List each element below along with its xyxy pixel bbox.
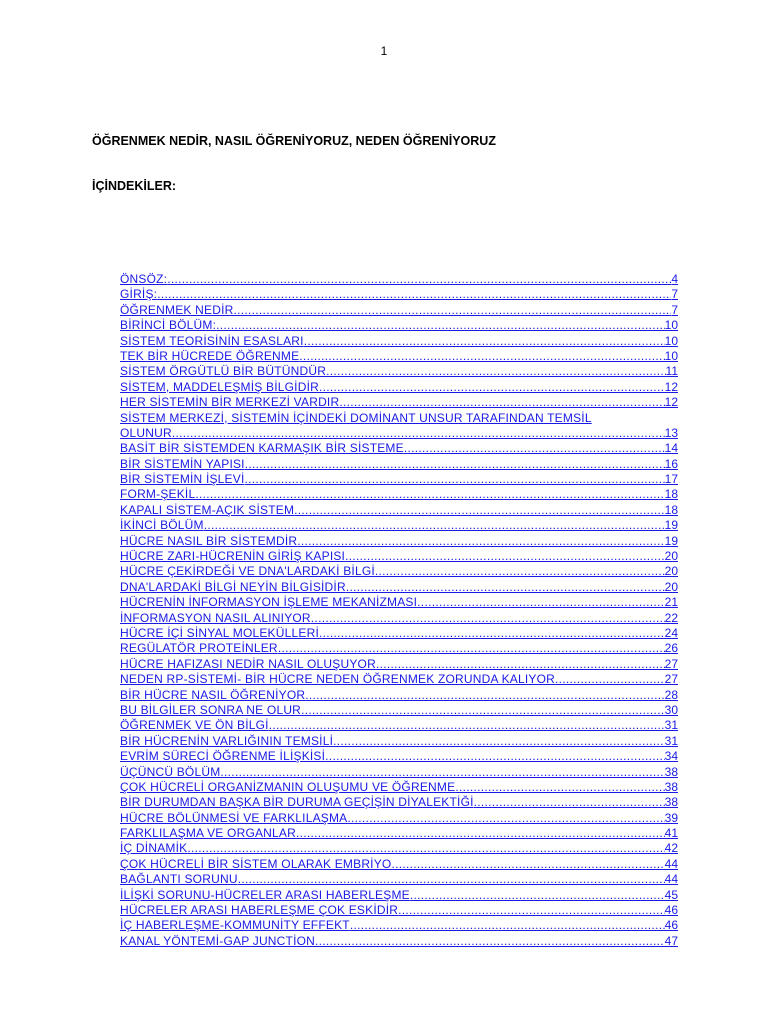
toc-entry-page: 38 (664, 779, 678, 794)
toc-entry-label: İNFORMASYON NASIL ALINIYOR (120, 610, 311, 625)
toc-entry-label: İKİNCİ BÖLÜM (120, 518, 204, 533)
toc-entry[interactable] (120, 688, 678, 703)
toc-entry-label: HÜCRE NASIL BİR SİSTEMDİR (120, 533, 298, 548)
toc-entry-label: GİRİŞ: (120, 287, 158, 302)
document-title: ÖĞRENMEK NEDİR, NASIL ÖĞRENİYORUZ, NEDEN ÖĞRENİYORUZ (92, 134, 496, 148)
toc-dot-leader (269, 718, 665, 733)
toc-entry-label: SİSTEM MERKEZİ, SİSTEMİN İÇİNDEKİ DOMİNANT UNSUR TARAFINDAN TEMSİL (120, 410, 592, 425)
toc-entry-page: 11 (665, 364, 678, 379)
toc-entry[interactable] (120, 503, 678, 518)
toc-entry-page: 22 (664, 610, 678, 625)
toc-dot-leader (299, 349, 664, 364)
toc-entry[interactable] (120, 841, 678, 856)
toc-entry[interactable] (120, 626, 678, 641)
toc-entry[interactable] (120, 318, 678, 333)
toc-entry[interactable] (120, 349, 678, 364)
toc-entry-label: HÜCRELER ARASI HABERLEŞME ÇOK ESKİDİR (120, 903, 399, 918)
toc-entry-page: 21 (664, 595, 678, 610)
toc-entry-label: ÖĞRENMEK VE ÖN BİLGİ (120, 718, 269, 733)
toc-entry-label: BİR SİSTEMİN İŞLEVİ (120, 472, 245, 487)
toc-entry-label: FARKLILAŞMA VE ORGANLAR (120, 826, 296, 841)
toc-entry-page: 38 (664, 764, 678, 779)
toc-entry[interactable] (120, 287, 678, 302)
toc-entry-page: 7 (671, 287, 678, 302)
toc-entry[interactable] (120, 903, 678, 918)
toc-entry-page: 31 (664, 718, 678, 733)
toc-dot-leader (326, 364, 665, 379)
toc-entry-page: 18 (664, 487, 678, 502)
toc-dot-leader (216, 318, 664, 333)
toc-entry-label: BASİT BİR SİSTEMDEN KARMAŞIK BİR SİSTEME (120, 441, 404, 456)
toc-entry[interactable] (120, 918, 678, 933)
toc-entry[interactable] (120, 734, 678, 749)
toc-dot-leader (391, 857, 664, 872)
toc-entry-label: İLİŞKİ SORUNU-HÜCRELER ARASI HABERLEŞME (120, 887, 410, 902)
toc-dot-leader (455, 780, 664, 795)
toc-dot-leader (296, 826, 665, 841)
toc-entry-label: BİR HÜCRENİN VARLIĞININ TEMSİLİ (120, 733, 334, 748)
toc-heading: İÇİNDEKİLER: (92, 179, 177, 193)
toc-dot-leader (245, 457, 665, 472)
toc-entry[interactable] (120, 580, 678, 595)
toc-entry[interactable] (120, 411, 678, 442)
toc-dot-leader (311, 611, 665, 626)
toc-entry-page: 44 (664, 856, 678, 871)
toc-entry-label: NEDEN RP-SİSTEMİ- BİR HÜCRE NEDEN ÖĞRENMEK ZORUNDA KALIYOR (120, 672, 555, 687)
toc-entry[interactable] (120, 303, 678, 318)
toc-entry[interactable] (120, 780, 678, 795)
toc-entry-label: KAPALI SİSTEM-AÇIK SİSTEM (120, 502, 295, 517)
toc-entry-page: 30 (664, 702, 678, 717)
toc-entry-label: KANAL YÖNTEMİ-GAP JUNCTİON (120, 933, 316, 948)
toc-entry-label: ÖĞRENMEK NEDİR (120, 302, 234, 317)
toc-entry[interactable] (120, 749, 678, 764)
toc-entry-page: 18 (664, 502, 678, 517)
toc-entry-label: ÖNSÖZ: (120, 272, 168, 286)
toc-entry-label: ÜÇÜNCÜ BÖLÜM (120, 764, 221, 779)
toc-entry-page: 24 (664, 626, 678, 640)
toc-entry[interactable] (120, 795, 678, 810)
toc-entry-page: 10 (664, 333, 678, 348)
toc-entry[interactable] (120, 549, 678, 564)
toc-entry[interactable] (120, 364, 678, 379)
toc-entry-page: 16 (664, 456, 678, 471)
toc-entry-label: REGÜLATÖR PROTEİNLER (120, 641, 278, 656)
toc-dot-leader (304, 334, 665, 349)
toc-entry-page: 7 (671, 302, 678, 317)
toc-entry-page: 19 (664, 533, 678, 548)
toc-entry-label: FORM-ŞEKİL (120, 487, 196, 502)
toc-entry-page: 42 (664, 841, 678, 856)
toc-entry-page: 46 (664, 903, 678, 918)
toc-entry-page: 34 (664, 749, 678, 764)
toc-dot-leader (297, 534, 664, 549)
toc-entry-page: 27 (664, 672, 678, 687)
toc-entry[interactable] (120, 672, 678, 687)
toc-dot-leader (345, 549, 665, 564)
toc-entry-label: HÜCRE HAFIZASI NEDİR NASIL OLUŞUYOR (120, 656, 376, 671)
toc-entry-page: 41 (664, 826, 678, 841)
toc-entry-label: DNA'LARDAKİ BİLGİ NEYİN BİLGİSİDİR (120, 579, 346, 594)
toc-entry-page: 20 (664, 579, 678, 594)
toc-entry[interactable] (120, 872, 678, 887)
toc-dot-leader (339, 395, 664, 410)
toc-entry-page: 31 (664, 733, 678, 748)
toc-entry[interactable] (120, 657, 678, 672)
table-of-contents (120, 272, 678, 949)
toc-entry[interactable] (120, 595, 678, 610)
toc-dot-leader (187, 841, 664, 856)
toc-entry-label: SİSTEM TEORİSİNİN ESASLARI (120, 333, 304, 348)
toc-dot-leader (157, 287, 671, 302)
toc-entry-label-continued: OLUNUR (120, 425, 172, 440)
toc-entry-label: EVRİM SÜRECİ ÖĞRENME İLİŞKİSİ (120, 749, 326, 764)
toc-dot-leader (346, 580, 665, 595)
toc-entry-page: 28 (664, 687, 678, 702)
toc-dot-leader (195, 487, 664, 502)
toc-dot-leader (172, 426, 665, 441)
toc-entry-label: HÜCRE BÖLÜNMESİ VE FARKLILAŞMA (120, 810, 348, 825)
toc-dot-leader (376, 657, 665, 672)
toc-entry-label: BİRİNCİ BÖLÜM: (120, 318, 217, 333)
toc-entry-page: 10 (664, 348, 678, 363)
toc-dot-leader (245, 472, 665, 487)
toc-entry-page: 12 (664, 379, 678, 394)
toc-dot-leader (375, 564, 665, 579)
toc-dot-leader (410, 888, 665, 903)
toc-entry-label: İÇ DİNAMİK (120, 841, 188, 856)
toc-entry-label: İÇ HABERLEŞME-KOMMUNİTY EFFEKT (120, 918, 350, 933)
toc-dot-leader (278, 641, 665, 656)
toc-entry-label: HÜCRENİN İNFORMASYON İŞLEME MEKANİZMASI (120, 595, 418, 610)
toc-entry-page: 19 (664, 518, 678, 533)
toc-dot-leader (404, 441, 665, 456)
toc-entry[interactable] (120, 472, 678, 487)
toc-entry-page: 12 (664, 395, 678, 410)
toc-dot-leader (325, 749, 664, 764)
toc-entry-label: HÜCRE İÇİ SİNYAL MOLEKÜLLERİ (120, 626, 319, 640)
toc-entry[interactable] (120, 334, 678, 349)
toc-dot-leader (350, 918, 665, 933)
toc-entry-label: HÜCRE ÇEKİRDEĞİ VE DNA'LARDAKİ BİLGİ (120, 564, 375, 579)
toc-dot-leader (238, 872, 665, 887)
toc-entry-label: TEK BİR HÜCREDE ÖĞRENME (120, 348, 300, 363)
toc-entry-label: SİSTEM ÖRGÜTLÜ BİR BÜTÜNDÜR (120, 364, 327, 379)
toc-entry-label: BİR HÜCRE NASIL ÖĞRENİYOR (120, 687, 306, 702)
toc-entry-page: 13 (664, 425, 678, 440)
toc-entry[interactable] (120, 380, 678, 395)
toc-entry-label: HÜCRE ZARI-HÜCRENİN GİRİŞ KAPISI (120, 549, 346, 564)
toc-entry-label: BİR DURUMDAN BAŞKA BİR DURUMA GEÇİŞİN DİYALEKTİĞİ (120, 795, 474, 810)
toc-entry[interactable] (120, 934, 678, 949)
page-number: 1 (380, 44, 388, 58)
toc-dot-leader (220, 765, 664, 780)
toc-entry[interactable] (120, 857, 678, 872)
toc-entry-page: 4 (671, 272, 678, 286)
toc-entry-label: BU BİLGİLER SONRA NE OLUR (120, 702, 302, 717)
toc-dot-leader (204, 518, 665, 533)
toc-dot-leader (301, 703, 665, 718)
toc-dot-leader (474, 795, 665, 810)
toc-dot-leader (333, 734, 665, 749)
toc-dot-leader (233, 303, 671, 318)
toc-entry-label: HER SİSTEMİN BİR MERKEZİ VARDIR (120, 395, 340, 410)
toc-entry-page: 46 (664, 918, 678, 933)
toc-entry-page: 20 (664, 549, 678, 564)
toc-entry[interactable] (120, 611, 678, 626)
toc-entry-page: 39 (664, 810, 678, 825)
toc-entry[interactable] (120, 518, 678, 533)
toc-entry[interactable] (120, 641, 678, 656)
toc-entry[interactable] (120, 441, 678, 456)
toc-entry[interactable] (120, 487, 678, 502)
toc-entry[interactable] (120, 718, 678, 733)
toc-entry-label: BAĞLANTI SORUNU (120, 872, 238, 887)
toc-entry-label: ÇOK HÜCRELİ BİR SİSTEM OLARAK EMBRİYO (120, 856, 392, 871)
toc-entry-page: 14 (664, 441, 678, 456)
toc-entry[interactable] (120, 272, 678, 287)
toc-entry[interactable] (120, 703, 678, 718)
toc-dot-leader (305, 688, 664, 703)
toc-dot-leader (294, 503, 664, 518)
toc-entry[interactable] (120, 888, 678, 903)
toc-dot-leader (319, 380, 665, 395)
toc-dot-leader (315, 934, 665, 949)
toc-dot-leader (555, 672, 665, 687)
toc-entry-page: 38 (664, 795, 678, 810)
toc-dot-leader (347, 811, 664, 826)
toc-entry-page: 20 (664, 564, 678, 579)
toc-entry-label: SİSTEM, MADDELEŞMİŞ BİLGİDİR (120, 379, 319, 394)
toc-entry[interactable] (120, 811, 678, 826)
toc-entry-page: 47 (664, 933, 678, 948)
toc-entry-page: 10 (664, 318, 678, 333)
toc-entry-label: ÇOK HÜCRELİ ORGANİZMANIN OLUŞUMU VE ÖĞRENME (120, 779, 456, 794)
toc-entry[interactable] (120, 826, 678, 841)
toc-entry-page: 27 (664, 656, 678, 671)
toc-entry-label: BİR SİSTEMİN YAPISI (120, 456, 245, 471)
toc-entry[interactable] (120, 564, 678, 579)
toc-entry-page: 45 (664, 887, 678, 902)
toc-entry[interactable] (120, 457, 678, 472)
toc-entry-page: 44 (664, 872, 678, 887)
toc-entry[interactable] (120, 395, 678, 410)
toc-entry[interactable] (120, 765, 678, 780)
toc-entry-page: 26 (664, 641, 678, 656)
toc-entry-page: 17 (664, 472, 678, 487)
toc-dot-leader (398, 903, 665, 918)
toc-entry[interactable] (120, 534, 678, 549)
toc-dot-leader (417, 595, 664, 610)
toc-dot-leader (319, 626, 665, 641)
toc-dot-leader (167, 272, 671, 287)
